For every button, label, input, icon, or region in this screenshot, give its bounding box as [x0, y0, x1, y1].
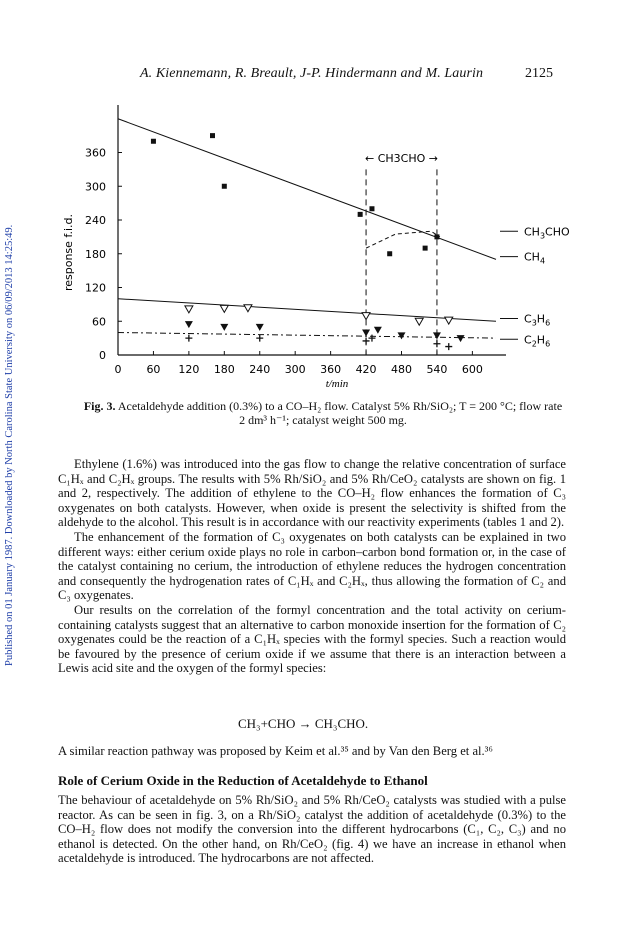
- y-tick-label: 0: [99, 349, 106, 362]
- data-point-triangle: [374, 327, 382, 334]
- section-heading: Role of Cerium Oxide in the Reduction of Acetaldehyde to Ethanol: [58, 773, 428, 788]
- series-label: $C_2H_6$: [524, 333, 551, 349]
- x-axis-label: t/min: [325, 378, 349, 390]
- y-axis-label: response f.i.d.: [62, 213, 75, 292]
- data-point-triangle-open: [244, 305, 252, 312]
- y-tick-label: 300: [85, 180, 106, 194]
- download-watermark: Published on 01 January 1987. Downloaded by North Carolina State University on 06/09/2013 14:25:49.: [4, 224, 15, 666]
- y-tick-label: 180: [85, 247, 106, 261]
- data-point-triangle-open: [445, 317, 453, 324]
- body-paragraphs: [58, 457, 566, 676]
- x-tick-label: 540: [426, 363, 448, 376]
- data-point-triangle-open: [185, 306, 193, 313]
- series-fit-line: [118, 299, 496, 322]
- data-point-square: [151, 139, 156, 144]
- series-label: $CH_4$: [524, 250, 546, 266]
- paragraph: The enhancement of the formation of C₃ oxygenates on both catalysts can be explained in two different ways: either cerium oxide plays no role in carbon–carbon bond formation or, in the case of the catalyst containing no cerium, the introduction of ethylene reduces the hydrogen concentration and consequently the hydrogenation rates of C₁Hₓ and C₂Hₓ, thus allowing the formation of C₂ and C₃ oxygenates.: [58, 529, 566, 603]
- x-tick-label: 0: [114, 363, 122, 376]
- figure-caption: [80, 399, 566, 427]
- data-point-triangle: [220, 324, 228, 331]
- x-tick-label: 120: [178, 363, 200, 376]
- equation: CH₃+CHO → CH₃CHO.: [238, 716, 369, 731]
- series-label: $CH_3CHO$: [524, 225, 570, 241]
- paragraph: Ethylene (1.6%) was introduced into the gas flow to change the relative concentration of surface C₁Hₓ and C₂Hₓ groups. The results with 5% Rh/SiO₂ and 5% Rh/CeO₂ catalysts are shown on fig. 1 and 2, respectively. The addition of ethylene to the CO–H₂ flow enhances the formation of C₃ oxygenates on both catalysts. However, when oxide is present the selectivity is shifted from the aldehyde to the alcohol. This result is in accordance with our reactivity experiments (tables 1 and 2).: [58, 457, 566, 530]
- page-number: 2125: [525, 66, 553, 81]
- x-tick-label: 420: [355, 363, 377, 376]
- data-point-triangle: [256, 324, 264, 331]
- y-tick-label: 60: [92, 315, 106, 329]
- data-point-triangle: [185, 321, 193, 328]
- x-tick-label: 300: [284, 363, 306, 376]
- x-tick-label: 240: [249, 363, 271, 376]
- data-point-triangle-open: [362, 313, 370, 320]
- x-tick-label: 60: [146, 363, 161, 376]
- paragraph: Our results on the correlation of the formyl concentration and the total activity on cerium-containing catalysts suggest that an alternative to carbon monoxide insertion for the formation of C₂ oxygenates could be the reaction of a C₁Hₓ species with the formyl species. Such a reaction would be favoured by the presence of cerium oxide if we assume that there is an interaction between a Lewis acid site and the oxygen of the formyl species:: [58, 602, 566, 676]
- data-point-plus: [185, 335, 192, 342]
- paragraph-final: The behaviour of acetaldehyde on 5% Rh/SiO₂ and 5% Rh/CeO₂ catalysts was studied with a pulse reactor. As can be seen in fig. 3, on a Rh/SiO₂ catalyst the addition of acetaldehyde (0.3%) to the CO–H₂ flow does not modify the conversion into the different hydrocarbons (C₁, C₂, C₃) and no ethanol is detected. On the other hand, on Rh/CeO₂ (fig. 4) we have an increase in ethanol when acetaldehyde is introduced. The hydrocarbons are not affected.: [58, 793, 566, 866]
- running-head: A. Kiennemann, R. Breault, J-P. Hindermann and M. Laurin: [140, 66, 484, 81]
- x-tick-label: 480: [391, 363, 412, 376]
- data-point-square: [210, 133, 215, 138]
- series-label: $C_3H_6$: [524, 312, 551, 328]
- data-point-triangle: [398, 332, 406, 339]
- series-curve: [366, 231, 440, 248]
- data-point-plus: [445, 343, 452, 350]
- data-point-triangle-open: [415, 318, 423, 325]
- data-point-plus: [433, 340, 440, 347]
- data-point-square: [434, 234, 439, 239]
- paragraph-after-equation: A similar reaction pathway was proposed by Keim et al.³⁵ and by Van den Berg et al.³⁶: [58, 744, 493, 758]
- y-tick-label: 240: [85, 214, 106, 227]
- data-point-square: [358, 212, 363, 217]
- x-tick-label: 600: [461, 363, 483, 376]
- data-point-triangle: [433, 332, 441, 339]
- data-point-square: [222, 184, 227, 189]
- x-tick-label: 360: [320, 363, 342, 376]
- data-point-plus: [256, 335, 263, 342]
- data-point-square: [423, 246, 428, 251]
- addition-annotation: ← CH3CHO →: [365, 152, 438, 166]
- figure-3-chart: [0, 0, 624, 400]
- y-tick-label: 120: [85, 281, 106, 295]
- data-point-triangle-open: [220, 305, 228, 312]
- data-point-triangle: [457, 335, 465, 342]
- figure-caption-text: Acetaldehyde addition (0.3%) to a CO–H₂ flow. Catalyst 5% Rh/SiO₂; T = 200 °C; flow rate 2 dm³ h⁻¹; catalyst weight 500 mg.: [117, 399, 563, 427]
- data-point-square: [387, 251, 392, 256]
- y-tick-label: 360: [85, 146, 106, 160]
- figure-caption-label: Fig. 3.: [83, 399, 116, 413]
- data-point-triangle: [362, 330, 370, 337]
- data-point-square: [369, 206, 374, 211]
- x-tick-label: 180: [213, 363, 235, 376]
